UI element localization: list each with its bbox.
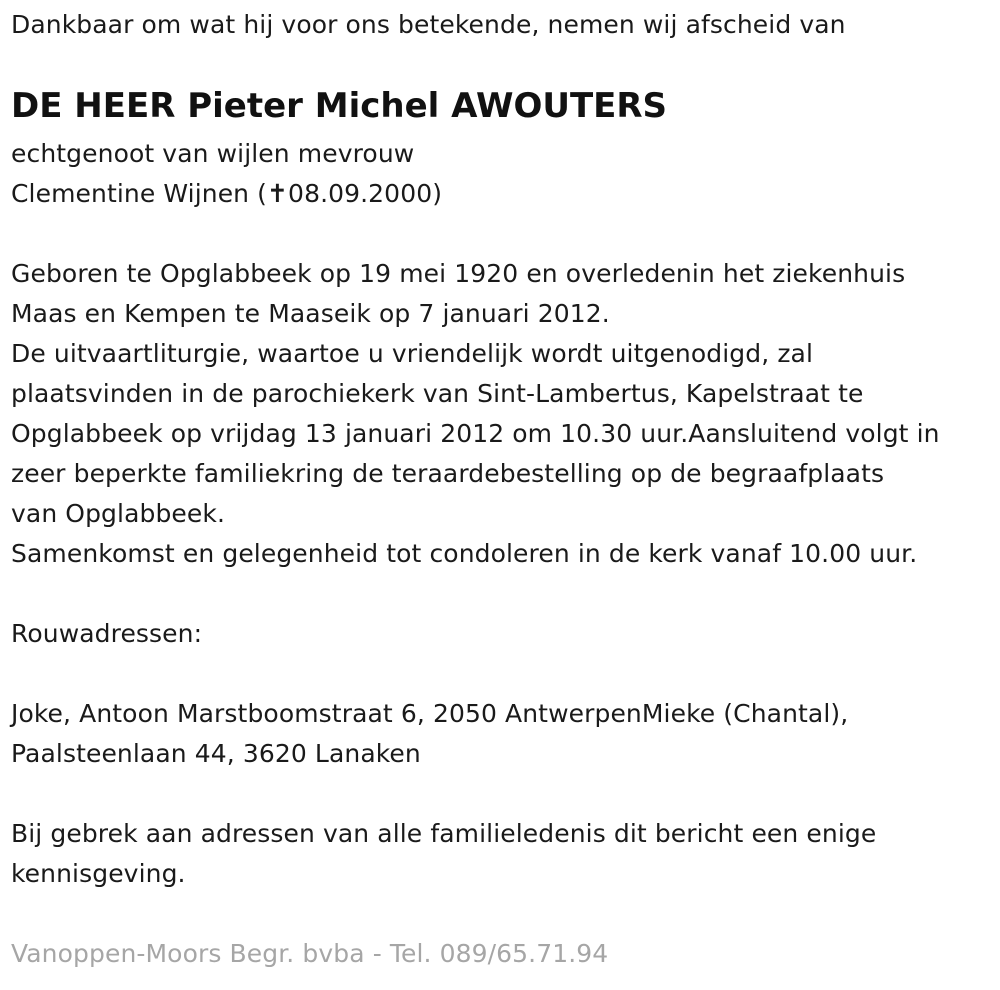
addresses [11,694,848,774]
body-line: van Opglabbeek. [11,499,226,528]
deceased-name: DE HEER Pieter Michel AWOUTERS [11,86,668,126]
body-line: Maas en Kempen te Maaseik op 7 januari 2012. [11,299,610,328]
funeral-details [11,254,940,574]
closing-line: Bij gebrek aan adressen van alle familieledenis dit bericht een enige [11,819,877,848]
closing-note [11,814,876,894]
spouse-line: echtgenoot van wijlen mevrouw [11,139,415,168]
rouwadressen-label: Rouwadressen: [11,619,203,648]
spouse-line: Clementine Wijnen (✝08.09.2000) [11,179,443,208]
body-line: Samenkomst en gelegenheid tot condoleren in de kerk vanaf 10.00 uur. [11,539,918,568]
body-line: Geboren te Opglabbeek op 19 mei 1920 en overledenin het ziekenhuis [11,259,906,288]
closing-line: kennisgeving. [11,859,186,888]
body-line: De uitvaartliturgie, waartoe u vriendelijk wordt uitgenodigd, zal [11,339,814,368]
address-line: Joke, Antoon Marstboomstraat 6, 2050 AntwerpenMieke (Chantal), [11,699,849,728]
spouse-info [11,134,442,214]
address-line: Paalsteenlaan 44, 3620 Lanaken [11,739,421,768]
body-line: Opglabbeek op vrijdag 13 januari 2012 om 10.30 uur.Aansluitend volgt in [11,419,940,448]
rouwadressen-heading [11,614,202,654]
undertaker-footer: Vanoppen-Moors Begr. bvba - Tel. 089/65.71.94 [11,939,609,968]
body-line: zeer beperkte familiekring de teraardebestelling op de begraafplaats [11,459,885,488]
body-line: plaatsvinden in de parochiekerk van Sint-Lambertus, Kapelstraat te [11,379,864,408]
intro-text: Dankbaar om wat hij voor ons betekende, nemen wij afscheid van [11,10,846,39]
